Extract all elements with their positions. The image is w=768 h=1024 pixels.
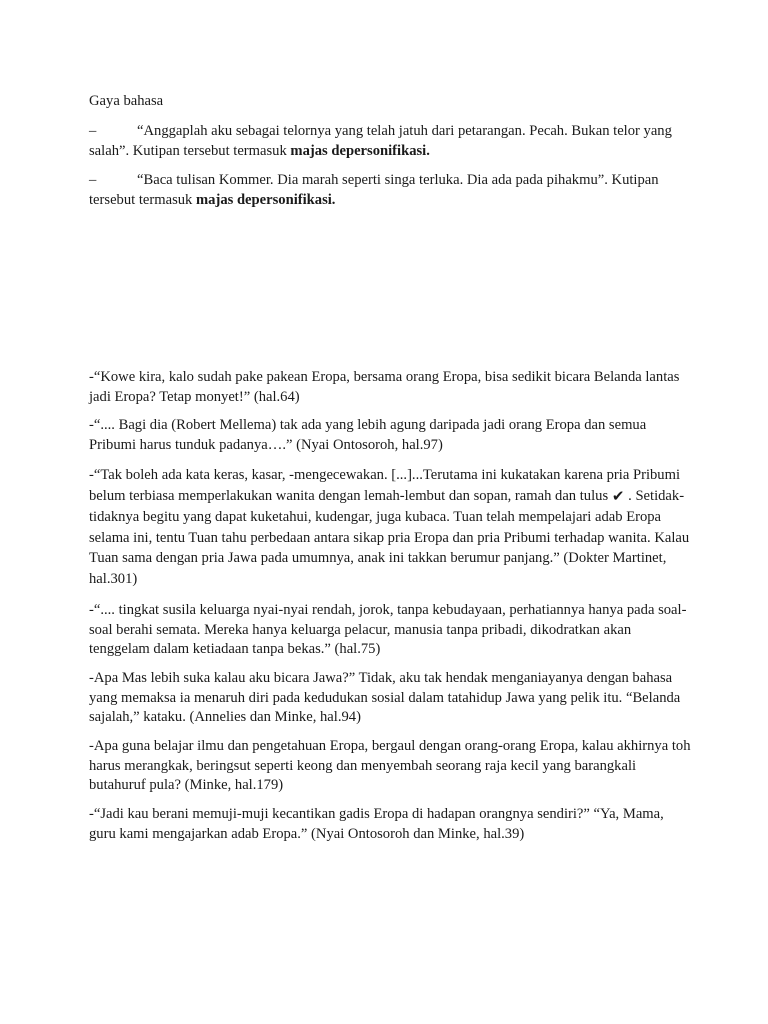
dash-list-item — [89, 122, 689, 161]
dash-item-paragraph — [89, 171, 689, 210]
quote-text: . Setidak-tidaknya begitu yang dapat kuketahui, kudengar, juga kubaca. Tuan telah mempelajari adab Eropa selama ini, tentu Tuan tahu perbedaan antara sikap pria Eropa dan pria Pribumi terhadap wanita. Kalau Tuan sama dengan pria Jawa pada umumnya, anak ini takkan berumur panjang.” (Dokter Martinet, hal.301) — [89, 487, 690, 587]
checkmark-icon: ✔ — [611, 488, 625, 505]
quote-paragraph: -Apa guna belajar ilmu dan pengetahuan Eropa, bergaul dengan orang-orang Eropa, kalau akhirnya toh harus merangkak, beringsut seperti keong dan menyembah seorang raja kecil yang barangkali butahuruf pula? (Minke, hal.179) — [89, 738, 691, 793]
dash-marker: – — [89, 172, 97, 188]
dash-item-text: “Baca tulisan Kommer. Dia marah seperti singa terluka. Dia ada pada pihakmu”. Kutipan tersebut termasuk — [89, 172, 659, 208]
quote-paragraph: -“Jadi kau berani memuji-muji kecantikan gadis Eropa di hadapan orangnya sendiri?” “Ya, Mama, guru kami mengajarkan adab Eropa.” (Nyai Ontosoroh dan Minke, hal.39) — [89, 806, 664, 842]
quote-paragraph — [89, 465, 691, 589]
quote-paragraph: -“.... tingkat susila keluarga nyai-nyai rendah, jorok, tanpa kebudayaan, perhatiannya hanya pada soal-soal berahi semata. Mereka hanya keluarga pelacur, manusia tanpa pribadi, dikodratkan akan tenggelam dalam ketiadaan tanpa bekas.” (hal.75) — [89, 602, 687, 657]
section-heading: Gaya bahasa — [89, 93, 164, 109]
dash-item-text: “Anggaplah aku sebagai telornya yang telah jatuh dari petarangan. Pecah. Bukan telor yang salah”. Kutipan tersebut termasuk — [89, 123, 672, 159]
quote-paragraph: -“.... Bagi dia (Robert Mellema) tak ada yang lebih agung daripada jadi orang Eropa dan semua Pribumi harus tunduk padanya….” (Nyai Ontosoroh, hal.97) — [89, 417, 647, 453]
dash-item-paragraph — [89, 122, 689, 161]
quote-text: -“Tak boleh ada kata keras, kasar, -mengecewakan. [...]...Terutama ini kukatakan karena pria Pribumi belum terbiasa memperlakukan wanita dengan lemah-lembut dan sopan, ramah dan tulus — [89, 467, 680, 504]
dash-item-bold: majas depersonifikasi. — [196, 191, 336, 208]
dash-list-item — [89, 171, 689, 210]
dash-marker: – — [89, 123, 97, 139]
quote-paragraph: -Apa Mas lebih suka kalau aku bicara Jawa?” Tidak, aku tak hendak menganiayanya dengan bahasa yang memaksa ia menaruh diri pada kedudukan sosial dalam tatahidup Jawa yang pelik itu. “Belanda sajalah,” kataku. (Annelies dan Minke, hal.94) — [89, 670, 681, 725]
dash-item-bold: majas depersonifikasi. — [290, 142, 430, 159]
quote-paragraph: -“Kowe kira, kalo sudah pake pakean Eropa, bersama orang Eropa, bisa sedikit bicara Belanda lantas jadi Eropa? Tetap monyet!” (hal.64) — [89, 369, 680, 405]
